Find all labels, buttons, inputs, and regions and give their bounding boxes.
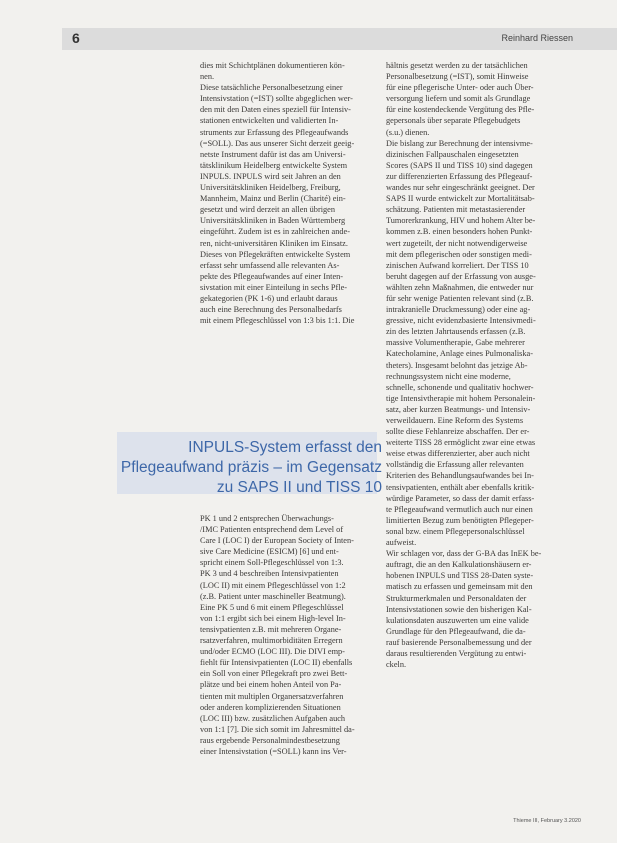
text-line: nen. [200,72,215,82]
text-line: limitierten Bezug zum benötigten Pflegeper- [386,515,534,525]
text-line: Die bislang zur Berechnung der intensivme- [386,138,533,148]
text-line: kulationsdaten auszuwerten um eine valide [386,615,529,625]
body-column-left-top [200,60,372,326]
text-line: weiterte TISS 28 ermöglicht zwar eine etwas [386,438,536,448]
text-line: ren, nicht-universitären Kliniken im Einsatz. [200,238,348,248]
text-line: tätsklinikum Heidelberg entwickelte System [200,160,348,170]
text-line: Grundlage für den Pflegeaufwand, die da- [386,626,526,636]
page-number: 6 [72,30,80,46]
text-line: pekte des Pflegeaufwandes auf einer Inten- [200,271,344,281]
text-line: (z.B. Patient unter maschineller Beatmung). [200,591,346,601]
text-line: Mannheim, Mainz und Berlin (Charité) ein- [200,194,346,204]
text-line: schätzung. Patienten mit metastasierender [386,205,526,215]
text-line: rsatzverfahren, multimorbiditäten Erregern [200,636,343,646]
text-line: zur differenzierten Erfassung des Pflegeauf- [386,171,533,181]
text-line: tienten mit multiplen Organersatzverfahren [200,691,344,701]
text-line: fiehlt für Intensivpatienten (LOC II) ebenfalls [200,658,353,668]
text-line: Dieses von Pflegekräften entwickelte System [200,249,351,259]
text-line: raus ergebende Personalmindestbesetzung [200,735,340,745]
text-line: PK 1 und 2 entsprechen Überwachungs- [200,514,334,523]
pull-quote-line: Pflegeaufwand präzis – im Gegensatz [120,459,382,476]
text-line: verweildauern. Eine Reform des Systems [386,416,524,425]
text-line: für eine pflegerische Unter- oder auch Über- [386,83,534,93]
text-line: Katecholamine, Anlage eines Pulmonaliska- [386,349,533,359]
text-line: von 1:1 [7]. Die sich somit im Jahresmittel da- [200,724,355,734]
text-line: tensivpatienten, enthält aber ebenfalls kritik- [386,482,535,492]
text-line: auftragt, die an den Kalkulationshäusern er- [386,560,532,570]
pull-quote-line: INPULS-System erfasst den [188,439,382,456]
text-line: einer Intensivstation (=SOLL) kann ins Ver- [200,746,347,756]
text-line: mit dem pflegerischen oder sonstigen medi- [386,249,532,259]
text-line: Kriterien des Behandlungsaufwandes bei In- [386,471,534,481]
text-line: Intensivstationen sowie den bisherigen Kal- [386,604,532,614]
text-line: für eine kostendeckende Vergütung des Pfle- [386,105,535,115]
text-line: SAPS II wurde entwickelt zur Mortalitätsab- [386,194,535,204]
text-line: tige Intensivtherapie mit hohem Personalein- [386,393,536,403]
text-line: aufweist. [386,538,417,548]
text-line: wert zugeteilt, der nicht notwendigerweise [386,238,528,248]
text-line: intrakranielle Druckmessung) oder eine ag- [386,305,531,315]
text-line: sollte diese Fehlanreize abschaffen. Der er- [386,427,530,437]
text-line: dizinischen Fallpauschalen eingesetzten [386,149,519,159]
text-line: netste Instrument dafür ist das am Universi- [200,149,346,159]
text-line: kommen z.B. einen besonders hohen Punkt- [386,227,533,237]
text-line: vollständig die Erfassung aller relevanten [386,460,524,470]
text-line: gesetzt und wird derzeit an allen übrigen [200,205,336,215]
text-line: den mit den Daten eines speziell für Intensiv- [200,105,351,115]
text-line: Diese tatsächliche Personalbesetzung einer [200,83,343,93]
text-line: zin des letzten Jahrtausends erfassen (z.B. [386,327,526,337]
text-line: Strukturmerkmalen und Personaldaten der [386,593,527,603]
text-line: und/oder ECMO (LOC III). Die DIVI emp- [200,647,345,657]
text-line: zinischen Aufwand korreliert. Der TISS 10 [386,260,529,270]
text-line: (LOC III) bzw. zusätzlichen Aufgaben auch [200,713,346,723]
text-line: (=SOLL). Das aus unserer Sicht derzeit geeig- [200,138,355,148]
text-line: massive Volumentherapie, Gabe mehrerer [386,338,525,348]
text-line: Universitätskliniken in Baden Württemberg [200,216,346,226]
text-line: weise etwas differenzierter, aber auch nicht [386,449,530,459]
text-line: /IMC Patienten entsprechend dem Level of [200,525,344,535]
text-line: würdige Parameter, so dass der damit erfass- [386,493,535,503]
text-line: hältnis gesetzt werden zu der tatsächlichen [386,61,528,70]
text-line: Universitätskliniken Heidelberg, Freiburg, [200,183,341,193]
text-line: erfasst sehr umfassend alle relevanten As- [200,260,340,270]
text-line: Personalbesetzung (=IST), somit Hinweise [386,72,529,82]
text-line: hobenen INPULS und TISS 28-Daten syste- [386,571,534,581]
text-line: plätze und bei einem hohen Anteil von Pa- [200,680,342,690]
text-line: oder anderen komplizierenden Situationen [200,702,341,712]
text-line: Wir schlagen vor, dass der G-BA das InEK be- [386,549,542,559]
text-line: gepersonals über separate Pflegebudgets [386,116,521,126]
text-line: (s.u.) dienen. [386,127,430,137]
text-line: daraus resultierenden Vergütung zu entwi- [386,648,527,658]
text-line: Eine PK 5 und 6 mit einem Pflegeschlüssel [200,602,344,612]
body-column-left-bottom [200,513,372,757]
running-head: Reinhard Riessen [501,33,573,43]
text-line: gressive, nicht evidenzbasierte Intensivmedi- [386,316,536,326]
text-line: tensivpatienten z.B. mit mehreren Organe- [200,624,342,634]
text-line: matisch zu erfassen und gemeinsam mit den [386,582,533,592]
text-line: (LOC II) mit einem Pflegeschlüssel von 1:2 [200,580,346,590]
pull-quote-line: zu SAPS II und TISS 10 [216,479,382,496]
text-line: struments zur Erfassung des Pflegeaufwands [200,127,349,137]
text-line: sivstation mit einer Einteilung in sechs Pfle- [200,282,348,292]
text-line: von 1:1 ergibt sich bei einem High-level In- [200,613,346,623]
text-line: wählten zehn Maßnahmen, die entweder nur [386,282,534,292]
body-column-right [386,60,562,670]
text-line: gekategorien (PK 1-6) und erlaubt daraus [200,293,338,303]
text-line: dies mit Schichtplänen dokumentieren kön- [200,61,345,70]
text-line: Intensivstation (=IST) sollte abgeglichen wer- [200,94,353,104]
text-line: ckeln. [386,660,407,670]
text-line: wandes nur sehr eingeschränkt geeignet. Der [386,183,535,193]
text-line: Care I (LOC I) der European Society of Inten- [200,536,354,546]
text-line: te Pflegeaufwand vermutlich auch nur einen [386,504,533,514]
text-line: stationen entwickelten und validierten In- [200,116,339,126]
page-footer: Thieme III, February 3.2020 [513,818,581,824]
text-line: satz, aber kurzen Beatmungs- und Intensiv- [386,404,531,414]
text-line: für sehr wenige Patienten relevant sind (z.B. [386,293,534,303]
text-line: eingeführt. Zudem ist es in zahlreichen ande- [200,227,350,237]
text-line: theters). Insgesamt belohnt das jetzige Ab- [386,360,528,370]
text-line: schnelle, schonende und qualitativ hochwer- [386,382,534,392]
text-line: versorgung liefern und somit als Grundlage [386,94,531,104]
text-line: INPULS. INPULS wird seit Jahren an den [200,171,341,181]
text-line: auch eine Berechnung des Personalbedarfs [200,305,342,315]
text-line: PK 3 und 4 beschreiben Intensivpatienten [200,569,339,579]
text-line: sonal bzw. einem Pflegepersonalschlüssel [386,526,525,536]
text-line: ein Soll von einer Pflegekraft pro zwei Bett- [200,669,348,679]
text-line: sive Care Medicine (ESICM) [6] und ent- [200,547,339,557]
text-line: Tumorerkrankung, HIV und hohem Alter be- [386,216,536,226]
text-line: rechnungssystem nicht eine moderne, [386,371,511,381]
text-line: beruht dagegen auf der Erfassung von ausge- [386,271,536,281]
text-line: rauf basierende Personalbemessung und der [386,637,532,647]
text-line: spricht einem Soll-Pflegeschlüssel von 1:3. [200,558,344,568]
text-line: Scores (SAPS II und TISS 10) sind dagegen [386,160,533,170]
text-line: mit einem Pflegeschlüssel von 1:3 bis 1:1. Die [200,316,355,326]
pull-quote [112,438,382,498]
